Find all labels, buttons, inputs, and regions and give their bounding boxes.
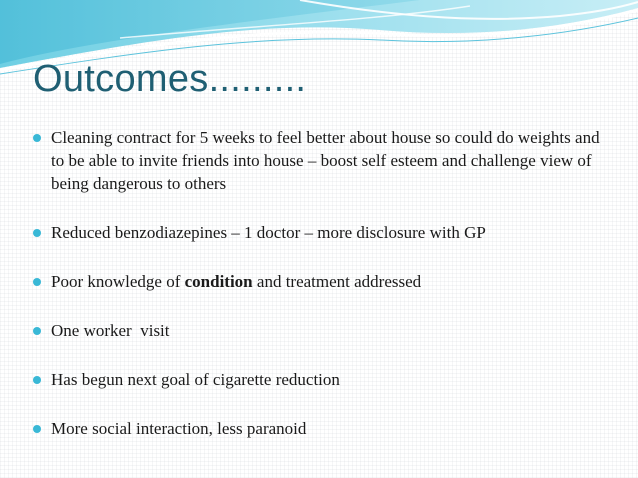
bullet-list [33, 126, 603, 466]
slide-title: Outcomes......... [33, 58, 307, 100]
bullet-text: Reduced benzodiazepines – 1 doctor – more disclosure with GP [51, 223, 486, 242]
bullet-dot-icon [33, 327, 41, 335]
bullet-dot-icon [33, 278, 41, 286]
bullet-dot-icon [33, 425, 41, 433]
bullet-text: One worker visit [51, 321, 170, 340]
bullet-item [33, 368, 603, 391]
bullet-item [33, 417, 603, 440]
bullet-dot-icon [33, 376, 41, 384]
bullet-text-after: and treatment addressed [252, 272, 422, 291]
bullet-text-before: Poor knowledge of [51, 272, 185, 291]
bullet-text: Cleaning contract for 5 weeks to feel better about house so could do weights and to be able to invite friends into house – boost self esteem and challenge view of being dangerous to others [51, 128, 600, 193]
bullet-text: More social interaction, less paranoid [51, 419, 307, 438]
bullet-text: Has begun next goal of cigarette reduction [51, 370, 340, 389]
bullet-dot-icon [33, 134, 41, 142]
bullet-item [33, 221, 603, 244]
bullet-item [33, 270, 603, 293]
bullet-item [33, 126, 603, 195]
bullet-dot-icon [33, 229, 41, 237]
bullet-text-bold: condition [184, 272, 253, 291]
bullet-item [33, 319, 603, 342]
